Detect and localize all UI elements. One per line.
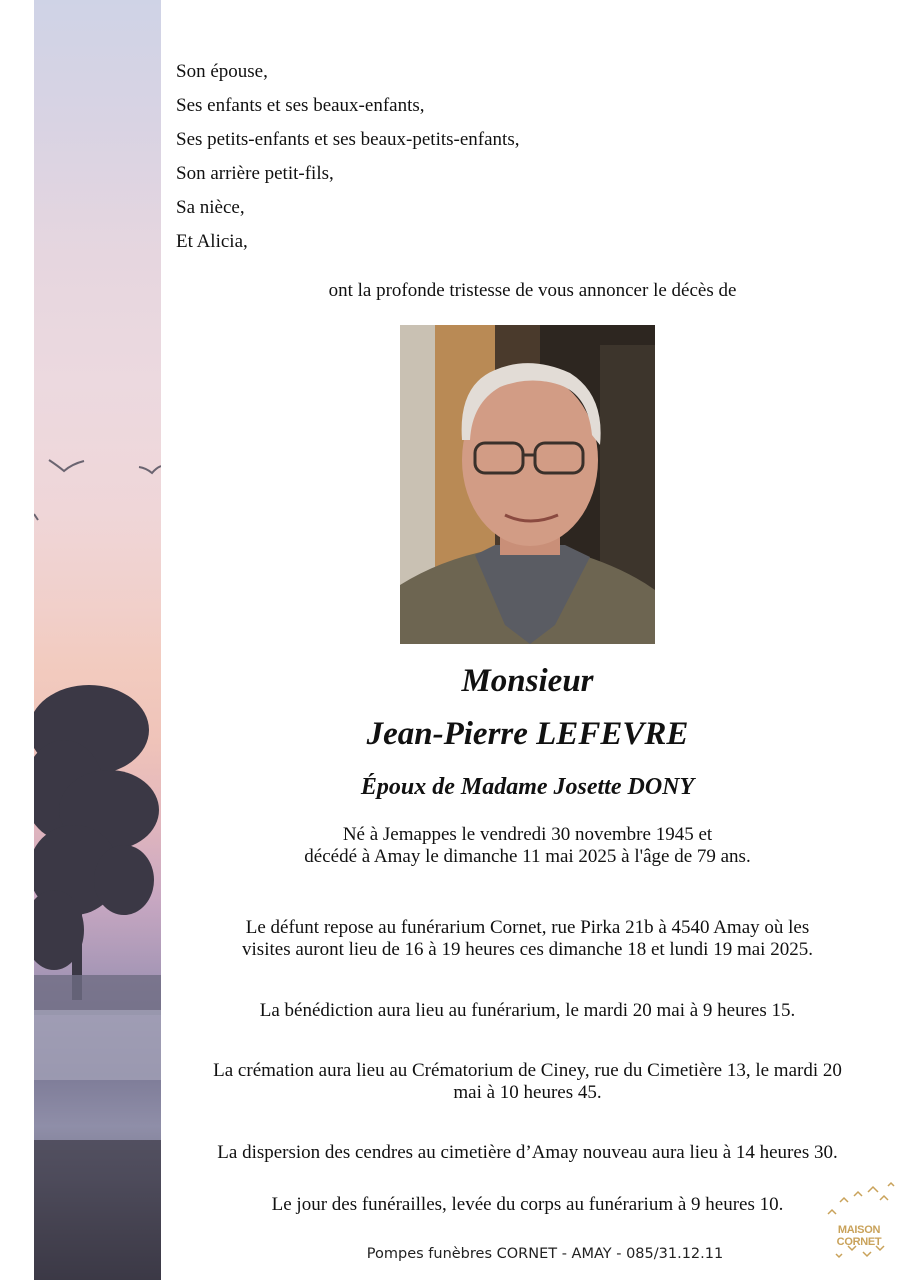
- blessing-line: La bénédiction aura lieu au funérarium, le mardi 20 mai à 9 heures 15.: [259, 1000, 796, 1021]
- honorific: Monsieur: [461, 663, 594, 699]
- ashes-line: La dispersion des cendres au cimetière d’Amay nouveau aura lieu à 14 heures 30.: [217, 1142, 838, 1163]
- family-line: Sa nièce,: [176, 197, 245, 218]
- rest-line-1: Le défunt repose au funérarium Cornet, rue Pirka 21b à 4540 Amay où les: [245, 917, 810, 938]
- logo-birds-icon: [818, 1180, 900, 1264]
- portrait-photo: [400, 325, 655, 644]
- cremation-line-1: La crémation aura lieu au Crématorium de Ciney, rue du Cimetière 13, le mardi 20: [213, 1060, 842, 1081]
- deceased-name: Jean-Pierre LEFEVRE: [366, 716, 689, 752]
- footer-contact: Pompes funèbres CORNET - AMAY - 085/31.12.11: [366, 1246, 724, 1262]
- family-line: Et Alicia,: [176, 231, 248, 252]
- family-list: [176, 55, 519, 259]
- family-line: Ses petits-enfants et ses beaux-petits-enfants,: [176, 129, 520, 150]
- landscape-illustration: [34, 0, 161, 1280]
- funeral-day-line: Le jour des funérailles, levée du corps au funérarium à 9 heures 10.: [271, 1194, 784, 1215]
- maison-cornet-logo: [818, 1180, 900, 1264]
- announcement-text: ont la profonde tristesse de vous annoncer le décès de: [328, 280, 737, 301]
- bird-icon: [139, 466, 161, 473]
- bird-icon: [34, 514, 38, 520]
- family-line: Son épouse,: [176, 61, 268, 82]
- tree-icon: [34, 685, 159, 1000]
- birth-line: Né à Jemappes le vendredi 30 novembre 1945 et: [342, 824, 713, 845]
- logo-text: MAISON CORNET: [836, 1224, 882, 1248]
- death-line: décédé à Amay le dimanche 11 mai 2025 à l'âge de 79 ans.: [304, 846, 751, 867]
- decorative-side-panel: [34, 0, 161, 1280]
- rest-line-2: visites auront lieu de 16 à 19 heures ces dimanche 18 et lundi 19 mai 2025.: [242, 939, 813, 960]
- family-line: Son arrière petit-fils,: [176, 163, 334, 184]
- spouse-line: Époux de Madame Josette DONY: [360, 774, 695, 800]
- bird-icon: [49, 460, 84, 471]
- cremation-line-2: mai à 10 heures 45.: [453, 1082, 602, 1103]
- family-line: Ses enfants et ses beaux-enfants,: [176, 95, 425, 116]
